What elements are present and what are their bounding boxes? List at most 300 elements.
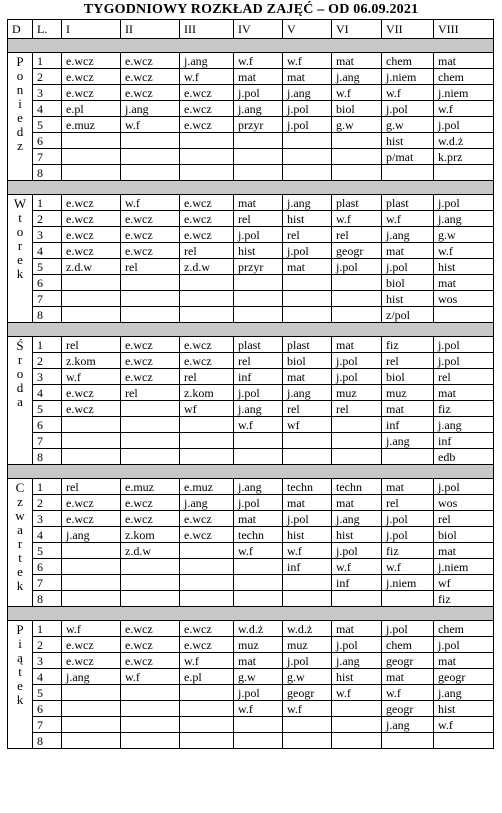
subject-cell: e.muz	[62, 117, 121, 133]
subject-cell: e.wcz	[62, 511, 121, 527]
day-label: P i ą t e k	[8, 621, 33, 749]
day-label: P o n i e d z	[8, 53, 33, 181]
lesson-row	[8, 417, 494, 433]
subject-cell: w.f	[283, 53, 332, 69]
subject-cell	[121, 417, 180, 433]
subject-cell: j.pol	[283, 101, 332, 117]
subject-cell: j.niem	[434, 559, 494, 575]
subject-cell: j.pol	[382, 621, 434, 637]
subject-cell: fiz	[434, 591, 494, 607]
subject-cell: e.wcz	[180, 211, 234, 227]
subject-cell: w.d.ż	[434, 133, 494, 149]
subject-cell: e.wcz	[180, 195, 234, 211]
subject-cell: z.d.w	[62, 259, 121, 275]
subject-cell	[121, 165, 180, 181]
lesson-row	[8, 527, 494, 543]
subject-cell: w.f	[434, 101, 494, 117]
subject-cell	[180, 149, 234, 165]
subject-cell: geogr	[434, 669, 494, 685]
subject-cell: rel	[434, 369, 494, 385]
lesson-number: 1	[33, 53, 62, 69]
subject-cell	[332, 417, 382, 433]
subject-cell	[283, 449, 332, 465]
lesson-row	[8, 385, 494, 401]
subject-cell: z/pol	[382, 307, 434, 323]
lesson-row	[8, 591, 494, 607]
subject-cell	[180, 717, 234, 733]
lesson-row	[8, 211, 494, 227]
subject-cell: j.pol	[283, 653, 332, 669]
lesson-number: 8	[33, 307, 62, 323]
subject-cell: e.wcz	[121, 85, 180, 101]
subject-cell: j.pol	[382, 527, 434, 543]
subject-cell: j.pol	[434, 337, 494, 353]
subject-cell: w.f	[180, 69, 234, 85]
subject-cell: j.ang	[434, 211, 494, 227]
subject-cell: hist	[332, 669, 382, 685]
subject-cell: biol	[382, 275, 434, 291]
lesson-number: 4	[33, 101, 62, 117]
subject-cell: mat	[434, 53, 494, 69]
subject-cell: muz	[283, 637, 332, 653]
subject-cell: mat	[332, 53, 382, 69]
day-separator	[8, 323, 494, 337]
separator-cell	[8, 323, 494, 337]
subject-cell	[234, 717, 283, 733]
subject-cell	[121, 701, 180, 717]
subject-cell	[180, 133, 234, 149]
lesson-number: 7	[33, 717, 62, 733]
subject-cell: w.f	[382, 85, 434, 101]
subject-cell: mat	[332, 621, 382, 637]
subject-cell: e.wcz	[180, 353, 234, 369]
subject-cell: g.w	[434, 227, 494, 243]
subject-cell: j.ang	[283, 195, 332, 211]
lesson-number: 5	[33, 543, 62, 559]
subject-cell: geogr	[283, 685, 332, 701]
subject-cell: w.f	[234, 417, 283, 433]
subject-cell: j.pol	[434, 479, 494, 495]
subject-cell: j.ang	[332, 511, 382, 527]
subject-cell: geogr	[382, 701, 434, 717]
lesson-number: 6	[33, 559, 62, 575]
subject-cell: g.w	[382, 117, 434, 133]
subject-cell	[121, 275, 180, 291]
subject-cell	[62, 417, 121, 433]
lesson-row	[8, 575, 494, 591]
subject-cell: e.wcz	[62, 53, 121, 69]
subject-cell	[62, 291, 121, 307]
subject-cell: w.f	[234, 701, 283, 717]
subject-cell: z.kom	[62, 353, 121, 369]
subject-cell: e.wcz	[62, 211, 121, 227]
subject-cell: plast	[332, 195, 382, 211]
subject-cell: e.wcz	[180, 337, 234, 353]
subject-cell: j.pol	[434, 117, 494, 133]
header-class: IV	[234, 20, 283, 39]
subject-cell: j.pol	[382, 259, 434, 275]
lesson-number: 6	[33, 417, 62, 433]
subject-cell: j.pol	[234, 227, 283, 243]
subject-cell: w.f	[434, 243, 494, 259]
subject-cell: j.ang	[332, 653, 382, 669]
lesson-number: 2	[33, 211, 62, 227]
header-lesson: L.	[33, 20, 62, 39]
subject-cell: w.f	[332, 559, 382, 575]
lesson-number: 7	[33, 575, 62, 591]
lesson-row	[8, 117, 494, 133]
subject-cell	[234, 575, 283, 591]
subject-cell	[180, 165, 234, 181]
subject-cell: hist	[332, 527, 382, 543]
subject-cell: wf	[434, 575, 494, 591]
subject-cell	[332, 591, 382, 607]
lesson-number: 8	[33, 449, 62, 465]
subject-cell: mat	[332, 337, 382, 353]
header-class: VIII	[434, 20, 494, 39]
lesson-number: 5	[33, 685, 62, 701]
subject-cell	[283, 733, 332, 749]
subject-cell: inf	[382, 417, 434, 433]
subject-cell	[62, 433, 121, 449]
subject-cell	[234, 165, 283, 181]
subject-cell: e.wcz	[180, 637, 234, 653]
subject-cell: rel	[234, 211, 283, 227]
lesson-row	[8, 621, 494, 637]
subject-cell: w.f	[121, 117, 180, 133]
subject-cell: mat	[234, 653, 283, 669]
subject-cell: mat	[283, 69, 332, 85]
subject-cell: hist	[434, 259, 494, 275]
separator-cell	[8, 465, 494, 479]
subject-cell: j.ang	[62, 527, 121, 543]
subject-cell: chem	[382, 637, 434, 653]
timetable	[7, 19, 494, 749]
lesson-row	[8, 559, 494, 575]
subject-cell: z.kom	[180, 385, 234, 401]
lesson-row	[8, 717, 494, 733]
subject-cell: e.wcz	[62, 385, 121, 401]
subject-cell: przyr	[234, 259, 283, 275]
subject-cell	[121, 575, 180, 591]
lesson-number: 2	[33, 495, 62, 511]
subject-cell: j.pol	[434, 195, 494, 211]
subject-cell	[180, 307, 234, 323]
subject-cell: w.f	[382, 685, 434, 701]
subject-cell	[180, 733, 234, 749]
subject-cell	[234, 291, 283, 307]
lesson-row	[8, 543, 494, 559]
subject-cell: mat	[283, 369, 332, 385]
subject-cell	[121, 433, 180, 449]
subject-cell: mat	[382, 479, 434, 495]
subject-cell	[180, 449, 234, 465]
subject-cell	[332, 717, 382, 733]
subject-cell: k.prz	[434, 149, 494, 165]
subject-cell: e.wcz	[121, 353, 180, 369]
subject-cell	[180, 275, 234, 291]
subject-cell: e.wcz	[180, 527, 234, 543]
subject-cell: wf	[283, 417, 332, 433]
subject-cell: j.pol	[234, 385, 283, 401]
day-label: W t o r e k	[8, 195, 33, 323]
day-separator	[8, 607, 494, 621]
subject-cell: e.wcz	[62, 637, 121, 653]
subject-cell	[234, 591, 283, 607]
lesson-row	[8, 195, 494, 211]
separator-cell	[8, 181, 494, 195]
subject-cell	[332, 291, 382, 307]
subject-cell	[180, 433, 234, 449]
header-class: VI	[332, 20, 382, 39]
subject-cell: j.pol	[382, 511, 434, 527]
subject-cell: e.wcz	[121, 69, 180, 85]
subject-cell: z.d.w	[121, 543, 180, 559]
subject-cell: j.ang	[332, 69, 382, 85]
day-separator	[8, 181, 494, 195]
lesson-number: 3	[33, 511, 62, 527]
lesson-row	[8, 85, 494, 101]
day-label: Ś r o d a	[8, 337, 33, 465]
subject-cell: j.ang	[180, 495, 234, 511]
subject-cell: e.wcz	[180, 101, 234, 117]
subject-cell	[62, 575, 121, 591]
subject-cell: rel	[62, 479, 121, 495]
lesson-number: 6	[33, 133, 62, 149]
subject-cell: mat	[332, 495, 382, 511]
subject-cell	[283, 575, 332, 591]
lesson-number: 4	[33, 527, 62, 543]
day-label: C z w a r t e k	[8, 479, 33, 607]
subject-cell: rel	[121, 385, 180, 401]
subject-cell: inf	[434, 433, 494, 449]
subject-cell: e.wcz	[121, 495, 180, 511]
subject-cell	[121, 733, 180, 749]
subject-cell: e.wcz	[121, 211, 180, 227]
subject-cell	[62, 149, 121, 165]
header-day: D	[8, 20, 33, 39]
subject-cell: j.pol	[332, 369, 382, 385]
subject-cell	[62, 559, 121, 575]
subject-cell: rel	[434, 511, 494, 527]
lesson-row	[8, 291, 494, 307]
subject-cell	[332, 133, 382, 149]
subject-cell: j.ang	[283, 385, 332, 401]
subject-cell: rel	[180, 369, 234, 385]
header-class: V	[283, 20, 332, 39]
subject-cell: mat	[234, 195, 283, 211]
subject-cell: j.pol	[332, 637, 382, 653]
lesson-row	[8, 653, 494, 669]
lesson-row	[8, 369, 494, 385]
subject-cell: wos	[434, 495, 494, 511]
subject-cell: rel	[62, 337, 121, 353]
subject-cell: rel	[283, 227, 332, 243]
header-class: VII	[382, 20, 434, 39]
lesson-number: 3	[33, 653, 62, 669]
subject-cell	[62, 275, 121, 291]
lesson-number: 5	[33, 401, 62, 417]
header-row	[8, 20, 494, 39]
subject-cell	[283, 275, 332, 291]
subject-cell: w.f	[283, 701, 332, 717]
subject-cell	[332, 307, 382, 323]
subject-cell: j.ang	[62, 669, 121, 685]
subject-cell: j.ang	[234, 101, 283, 117]
subject-cell	[234, 133, 283, 149]
subject-cell: j.pol	[382, 101, 434, 117]
subject-cell	[180, 559, 234, 575]
subject-cell: w.f	[121, 669, 180, 685]
subject-cell: e.wcz	[62, 195, 121, 211]
lesson-row	[8, 669, 494, 685]
subject-cell: e.wcz	[121, 227, 180, 243]
subject-cell: e.wcz	[62, 227, 121, 243]
subject-cell	[121, 449, 180, 465]
subject-cell: j.ang	[434, 685, 494, 701]
subject-cell: rel	[332, 227, 382, 243]
subject-cell	[332, 733, 382, 749]
subject-cell: w.f	[434, 717, 494, 733]
lesson-number: 7	[33, 291, 62, 307]
subject-cell	[234, 433, 283, 449]
subject-cell: mat	[382, 401, 434, 417]
subject-cell: j.ang	[434, 417, 494, 433]
subject-cell: j.ang	[283, 85, 332, 101]
lesson-row	[8, 149, 494, 165]
subject-cell: e.wcz	[62, 495, 121, 511]
day-separator	[8, 39, 494, 53]
subject-cell: j.ang	[180, 53, 234, 69]
lesson-row	[8, 353, 494, 369]
lesson-row	[8, 165, 494, 181]
subject-cell	[62, 543, 121, 559]
subject-cell: e.wcz	[121, 511, 180, 527]
subject-cell: hist	[382, 133, 434, 149]
subject-cell	[283, 307, 332, 323]
subject-cell	[382, 733, 434, 749]
subject-cell: e.muz	[121, 479, 180, 495]
subject-cell: e.wcz	[180, 117, 234, 133]
lesson-number: 8	[33, 591, 62, 607]
subject-cell: j.pol	[332, 353, 382, 369]
subject-cell: biol	[332, 101, 382, 117]
subject-cell: muz	[234, 637, 283, 653]
subject-cell: plast	[234, 337, 283, 353]
subject-cell: mat	[234, 69, 283, 85]
subject-cell: e.wcz	[62, 69, 121, 85]
lesson-number: 4	[33, 669, 62, 685]
subject-cell	[434, 165, 494, 181]
lesson-row	[8, 259, 494, 275]
subject-cell: e.wcz	[180, 511, 234, 527]
subject-cell: j.pol	[234, 495, 283, 511]
subject-cell: e.pl	[180, 669, 234, 685]
subject-cell: j.ang	[234, 401, 283, 417]
subject-cell: edb	[434, 449, 494, 465]
subject-cell	[121, 685, 180, 701]
lesson-number: 2	[33, 353, 62, 369]
subject-cell: w.f	[180, 653, 234, 669]
subject-cell	[283, 433, 332, 449]
subject-cell: j.ang	[382, 227, 434, 243]
lesson-number: 7	[33, 149, 62, 165]
lesson-row	[8, 307, 494, 323]
subject-cell	[234, 449, 283, 465]
subject-cell	[62, 165, 121, 181]
subject-cell: biol	[434, 527, 494, 543]
subject-cell: g.w	[283, 669, 332, 685]
subject-cell	[234, 559, 283, 575]
subject-cell: w.f	[234, 543, 283, 559]
header-class: III	[180, 20, 234, 39]
subject-cell: w.f	[283, 543, 332, 559]
subject-cell	[234, 275, 283, 291]
lesson-row	[8, 133, 494, 149]
lesson-number: 8	[33, 733, 62, 749]
subject-cell: j.pol	[434, 353, 494, 369]
subject-cell: w.f	[234, 53, 283, 69]
subject-cell	[62, 591, 121, 607]
subject-cell	[180, 417, 234, 433]
subject-cell	[121, 291, 180, 307]
subject-cell: rel	[121, 259, 180, 275]
lesson-row	[8, 433, 494, 449]
subject-cell: j.ang	[382, 717, 434, 733]
subject-cell: przyr	[234, 117, 283, 133]
subject-cell: e.wcz	[121, 243, 180, 259]
subject-cell: inf	[234, 369, 283, 385]
subject-cell: mat	[434, 653, 494, 669]
subject-cell	[283, 591, 332, 607]
lesson-row	[8, 69, 494, 85]
subject-cell: rel	[332, 401, 382, 417]
subject-cell: fiz	[382, 543, 434, 559]
subject-cell	[234, 733, 283, 749]
subject-cell	[121, 401, 180, 417]
lesson-row	[8, 101, 494, 117]
subject-cell: mat	[234, 511, 283, 527]
subject-cell: j.pol	[283, 243, 332, 259]
lesson-row	[8, 275, 494, 291]
subject-cell: w.f	[382, 211, 434, 227]
subject-cell: inf	[283, 559, 332, 575]
subject-cell	[332, 449, 382, 465]
subject-cell: e.wcz	[62, 85, 121, 101]
subject-cell: e.wcz	[121, 337, 180, 353]
subject-cell	[62, 701, 121, 717]
subject-cell: e.wcz	[121, 53, 180, 69]
subject-cell	[382, 591, 434, 607]
lesson-number: 5	[33, 259, 62, 275]
lesson-row	[8, 637, 494, 653]
subject-cell: biol	[382, 369, 434, 385]
lesson-number: 4	[33, 243, 62, 259]
subject-cell	[62, 449, 121, 465]
page-title: TYGODNIOWY ROZKŁAD ZAJĘĆ – OD 06.09.2021	[83, 2, 419, 17]
subject-cell: chem	[434, 69, 494, 85]
lesson-number: 1	[33, 621, 62, 637]
subject-cell: hist	[283, 211, 332, 227]
subject-cell	[332, 165, 382, 181]
subject-cell: mat	[434, 385, 494, 401]
lesson-row	[8, 685, 494, 701]
subject-cell: e.wcz	[121, 653, 180, 669]
subject-cell: mat	[382, 669, 434, 685]
lesson-row	[8, 449, 494, 465]
subject-cell: e.wcz	[180, 621, 234, 637]
lesson-number: 4	[33, 385, 62, 401]
